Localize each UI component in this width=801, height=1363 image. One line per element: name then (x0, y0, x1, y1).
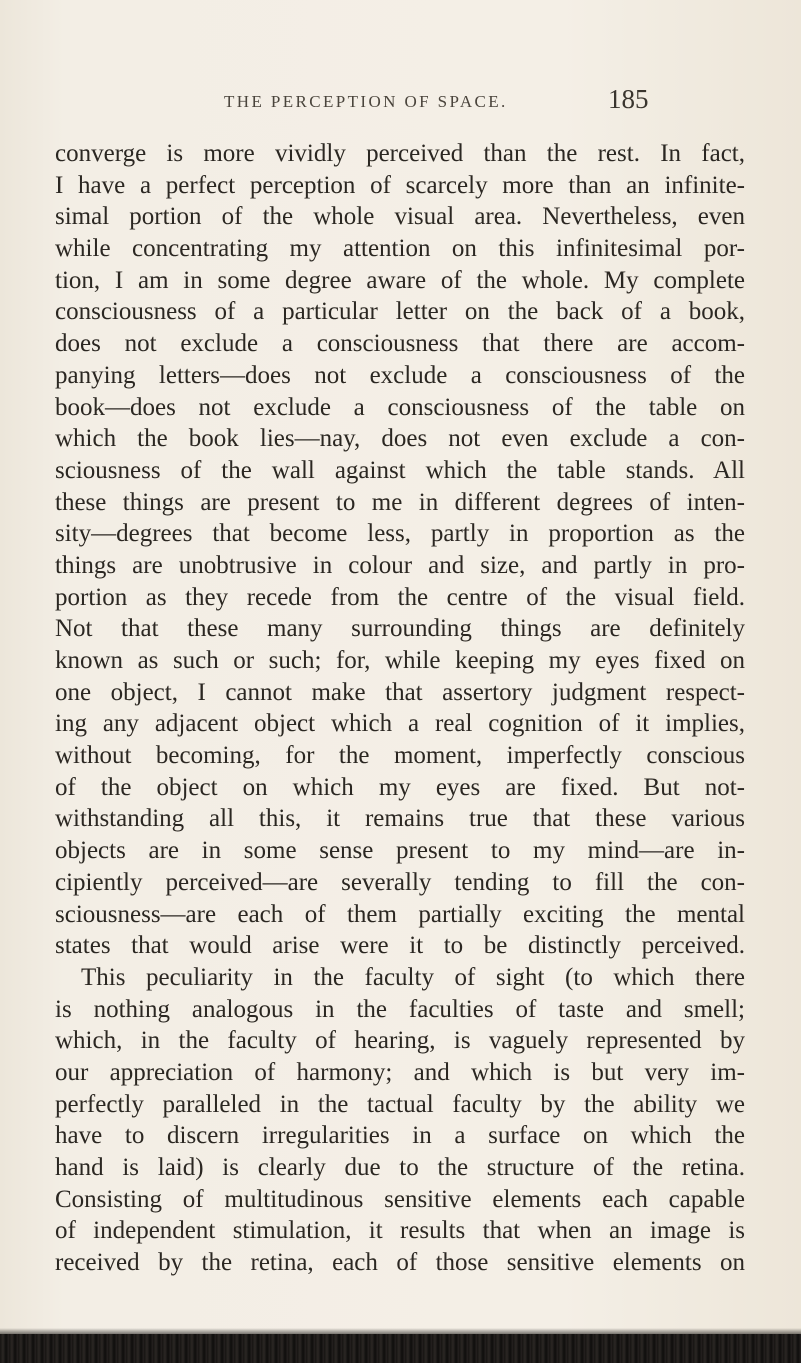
text-line: book—does not exclude a consciousness of the table on (55, 393, 745, 421)
text-line: while concentrating my attention on this infinitesimal por- (55, 235, 745, 263)
text-line: hand is laid) is clearly due to the structure of the retina. (55, 1154, 745, 1181)
text-line: perfectly paralleled in the tactual faculty by the ability we (55, 1090, 745, 1118)
text-line: objects are in some sense present to my mind—are in- (55, 837, 745, 865)
text-line: Not that these many surrounding things are definitely (55, 615, 745, 643)
body-text (55, 138, 745, 1279)
text-line: simal portion of the whole visual area. Nevertheless, even (55, 203, 745, 231)
text-line: does not exclude a consciousness that there are accom- (55, 330, 745, 358)
text-line: Consisting of multitudinous sensitive elements each capable (55, 1185, 745, 1213)
text-line: things are unobtrusive in colour and size, and partly in pro- (55, 551, 745, 579)
text-line: withstanding all this, it remains true that these various (55, 805, 745, 833)
running-head: THE PERCEPTION OF SPACE. (224, 92, 508, 111)
text-line: of the object on which my eyes are fixed. But not- (55, 773, 745, 801)
paragraph-start-line: This peculiarity in the faculty of sight (to which there (81, 963, 745, 991)
text-line: sciousness—are each of them partially exciting the mental (55, 900, 745, 928)
text-line: which the book lies—nay, does not even exclude a con- (55, 425, 745, 453)
text-line: converge is more vividly perceived than the rest. In fact, (55, 140, 745, 167)
text-line: without becoming, for the moment, imperfectly conscious (55, 742, 745, 770)
text-line: our appreciation of harmony; and which is but very im- (55, 1058, 745, 1086)
text-line: portion as they recede from the centre of the visual field. (55, 583, 745, 611)
text-line: panying letters—does not exclude a consciousness of the (55, 361, 745, 389)
text-line: one object, I cannot make that assertory judgment respect- (55, 678, 745, 706)
text-line: ing any adjacent object which a real cognition of it implies, (55, 710, 745, 738)
page-header (0, 86, 801, 126)
text-line: received by the retina, each of those sensitive elements on (55, 1249, 745, 1277)
text-line: of independent stimulation, it results that when an image is (55, 1217, 745, 1245)
text-line: known as such or such; for, while keeping my eyes fixed on (55, 647, 745, 674)
text-line: is nothing analogous in the faculties of taste and smell; (55, 995, 745, 1023)
page-edge-shadow (0, 1334, 801, 1363)
text-line: sciousness of the wall against which the table stands. All (55, 456, 745, 484)
page-number: 185 (608, 84, 649, 114)
text-line: these things are present to me in different degrees of inten- (55, 488, 745, 516)
text-line: sity—degrees that become less, partly in proportion as the (55, 520, 745, 548)
text-line: consciousness of a particular letter on the back of a book, (55, 298, 745, 326)
text-line: states that would arise were it to be distinctly perceived. (55, 932, 745, 960)
text-line: have to discern irregularities in a surface on which the (55, 1122, 745, 1150)
text-line: which, in the faculty of hearing, is vaguely represented by (55, 1027, 745, 1055)
text-line: I have a perfect perception of scarcely more than an infinite- (55, 171, 745, 199)
text-line: cipiently perceived—are severally tending to fill the con- (55, 868, 745, 896)
text-line: tion, I am in some degree aware of the whole. My complete (55, 266, 745, 294)
